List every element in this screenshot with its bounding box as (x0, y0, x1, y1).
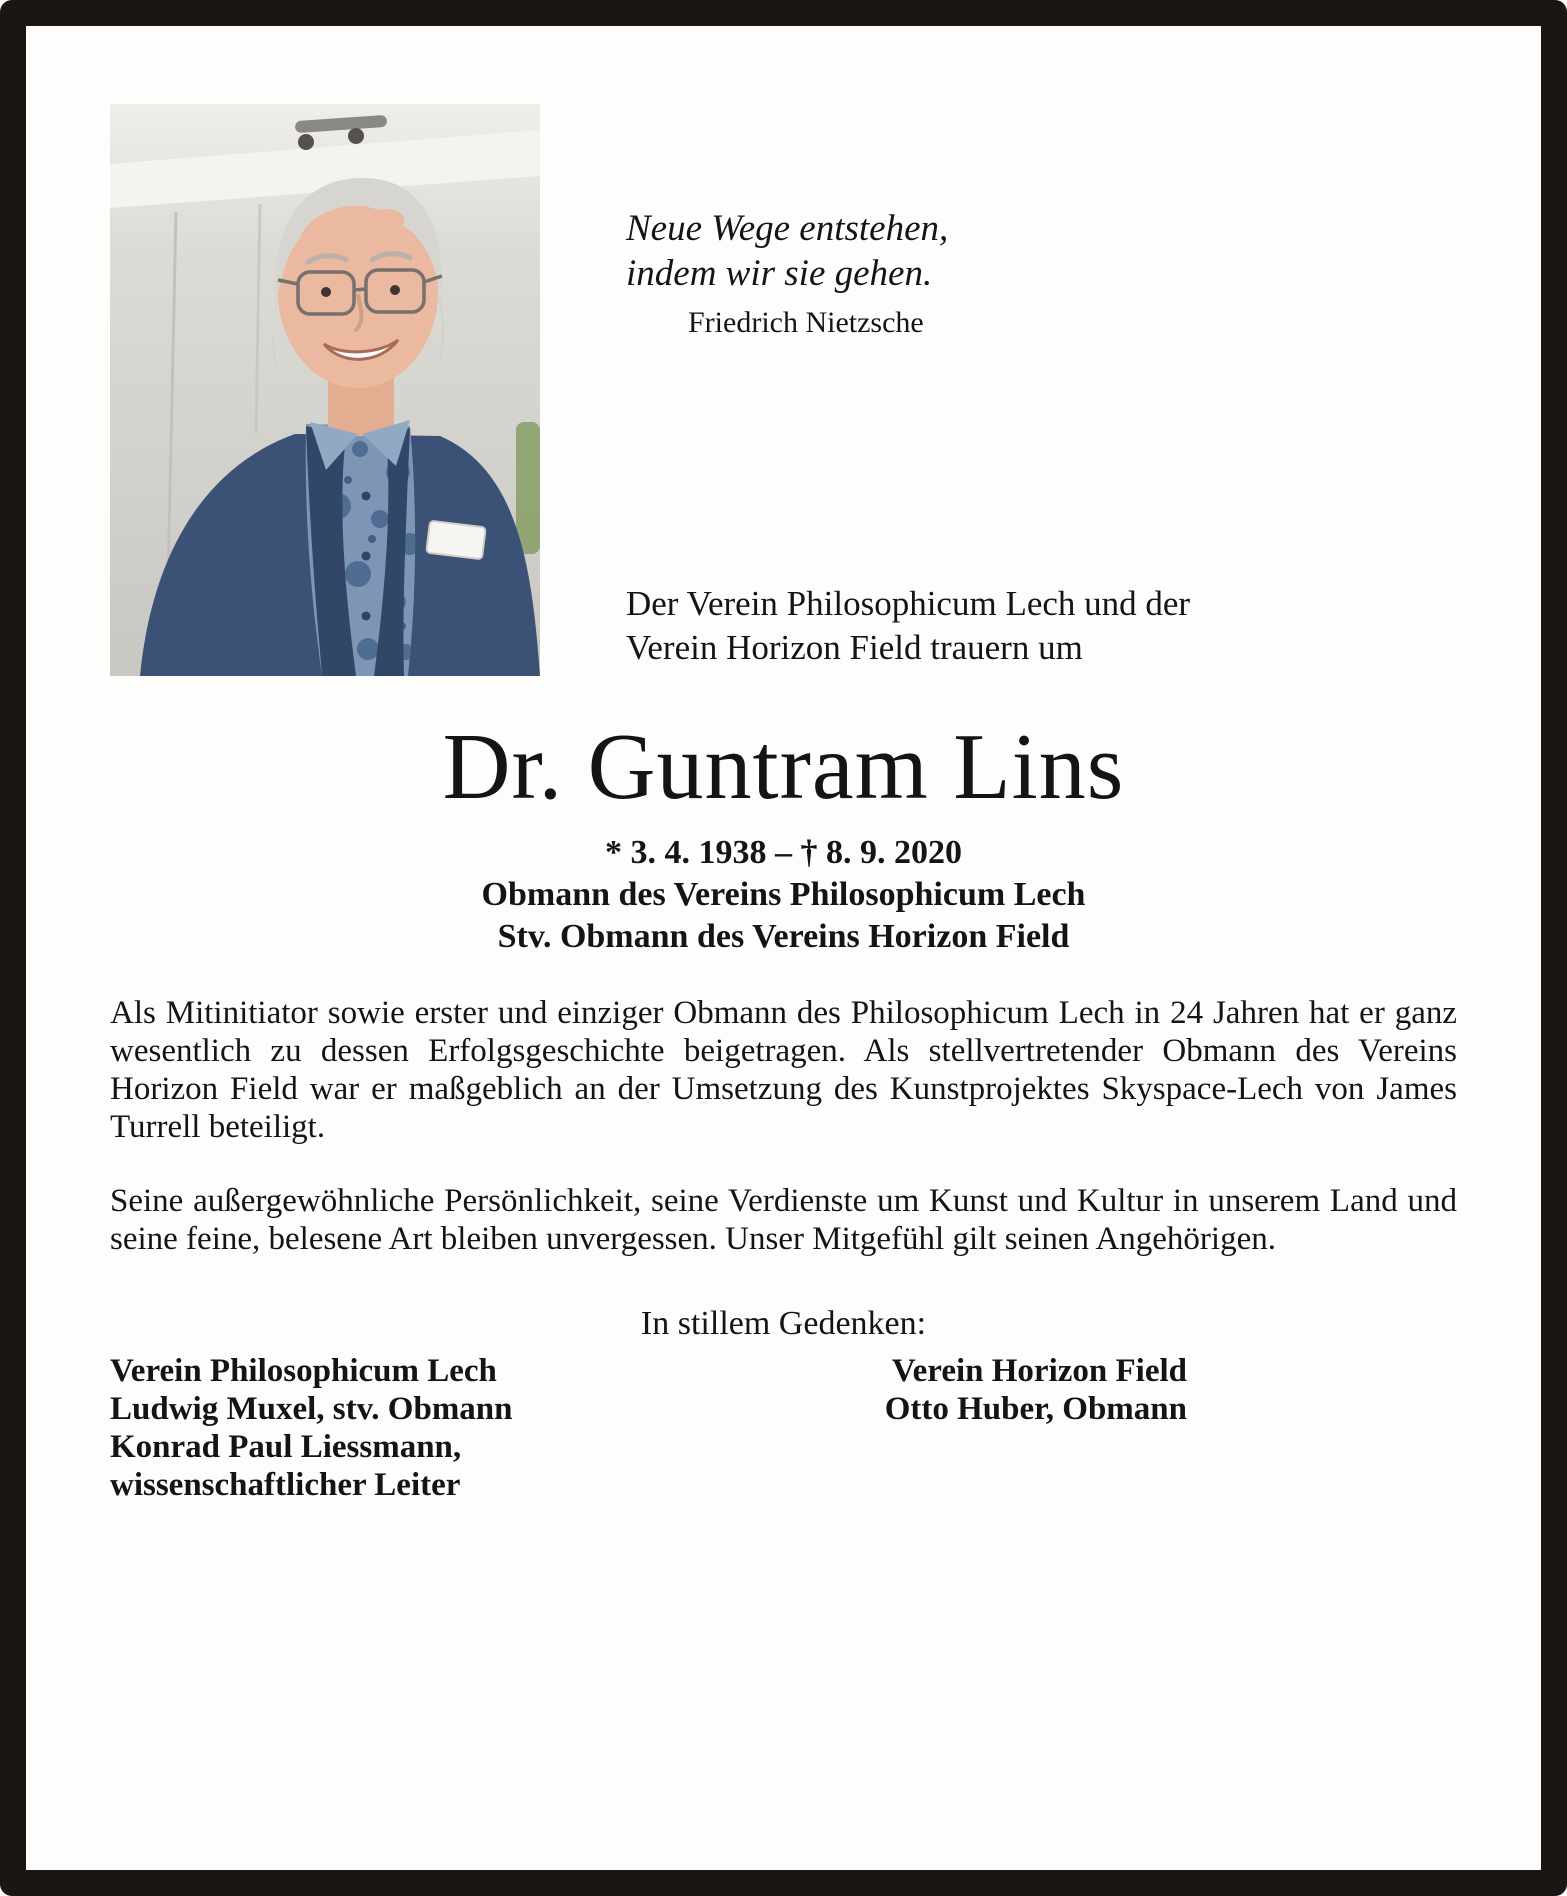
deceased-role-1: Obmann des Vereins Philosophicum Lech (481, 876, 1086, 913)
header-text-column (540, 104, 1457, 676)
quote-line-2: indem wir sie gehen. (626, 253, 933, 294)
mourning-intro (626, 582, 1457, 670)
header-row (110, 104, 1457, 676)
portrait-photo (110, 104, 540, 676)
portrait-illustration (110, 104, 540, 676)
signature-line: Verein Horizon Field (891, 1353, 1187, 1389)
quote-attribution: Friedrich Nietzsche (688, 306, 924, 339)
deceased-name: Dr. Guntram Lins (442, 715, 1125, 819)
mourning-intro-line-1: Der Verein Philosophicum Lech und der (626, 584, 1191, 623)
signature-block-philosophicum (110, 1352, 513, 1504)
signature-line: wissenschaftlicher Leiter (110, 1467, 461, 1503)
obituary-paragraph-1: Als Mitinitiator sowie erster und einziger Obmann des Philosophicum Lech in 24 Jahren hat er ganz wesentlich zu dessen Erfolgsgeschichte beigetragen. Als stellvertretender Obmann des Vereins Horizon Field war er maßgeblich an der Umsetzung des Kunstprojektes Skyspace-Lech von James Turrell beteiligt. (110, 995, 1457, 1145)
signature-line: Ludwig Muxel, stv. Obmann (110, 1391, 513, 1427)
quote-line-1: Neue Wege entstehen, (626, 208, 949, 249)
obituary-paragraph-2: Seine außergewöhnliche Persönlichkeit, seine Verdienste um Kunst und Kultur in unserem Land und seine feine, belesene Art bleiben unvergessen. Unser Mitgefühl gilt seinen Angehörigen. (110, 1183, 1457, 1257)
remembrance-heading: In stillem Gedenken: (640, 1305, 927, 1342)
signatures-row (110, 1352, 1457, 1504)
signature-line: Otto Huber, Obmann (884, 1391, 1187, 1427)
signature-line: Konrad Paul Liessmann, (110, 1429, 462, 1465)
life-dates: * 3. 4. 1938 – † 8. 9. 2020 (605, 834, 962, 871)
deceased-role-2: Stv. Obmann des Vereins Horizon Field (497, 918, 1070, 955)
signature-block-horizon-field (885, 1352, 1457, 1504)
mourning-intro-line-2: Verein Horizon Field trauern um (626, 628, 1083, 667)
obituary-content (26, 26, 1541, 1504)
signature-line: Verein Philosophicum Lech (110, 1353, 497, 1389)
quote-block (626, 206, 1457, 342)
